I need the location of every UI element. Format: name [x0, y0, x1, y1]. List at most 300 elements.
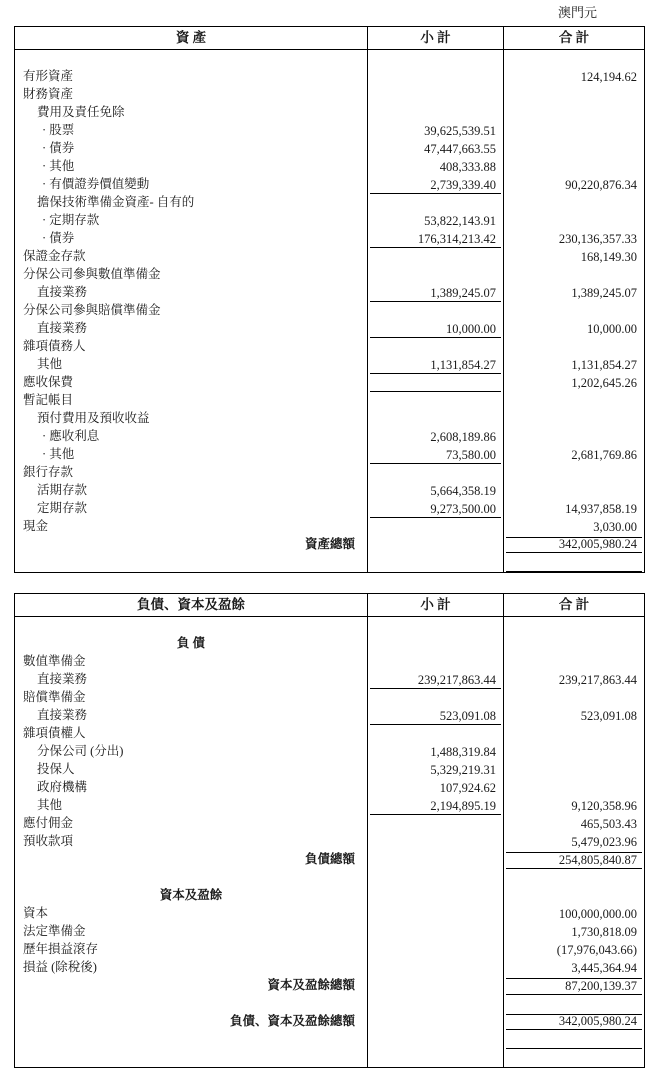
subtotal-cell [367, 869, 504, 887]
table-row [15, 266, 644, 284]
table-row [15, 464, 644, 482]
table-row [15, 194, 644, 212]
subtotal-cell [367, 446, 504, 464]
total-cell [504, 761, 644, 779]
total-value: 14,937,858.19 [565, 502, 637, 516]
subtotal-value [370, 465, 501, 482]
total-cell [504, 941, 644, 959]
row-label: 資本及盈餘總額 [267, 978, 355, 992]
total-value [506, 267, 642, 284]
row-label: 分保公司參與數值準備金 [23, 267, 161, 281]
subtotal-value [370, 393, 501, 410]
total-value: 3,445,364.94 [571, 961, 637, 975]
row-label: 費用及責任免除 [37, 105, 125, 119]
total-cell [504, 707, 644, 725]
row-label: 直接業務 [37, 321, 88, 335]
table-row [15, 797, 644, 815]
assets-table [14, 26, 645, 573]
total-cell [504, 536, 644, 554]
subtotal-value: 1,131,854.27 [370, 357, 501, 374]
subtotal-value [370, 411, 501, 428]
total-value [506, 393, 642, 410]
table-row [15, 833, 644, 851]
row-label: 保證金存款 [23, 249, 86, 263]
total-value [506, 690, 642, 707]
subtotal-value: 107,924.62 [439, 781, 496, 795]
liabilities-header-row [15, 594, 644, 617]
subtotal-value [370, 249, 501, 266]
total-cell [504, 410, 644, 428]
total-cell [504, 1049, 644, 1067]
table-row [15, 320, 644, 338]
subtotal-cell [367, 689, 504, 707]
row-label: · 有價證券價值變動 [42, 177, 150, 191]
subtotal-cell [367, 833, 504, 851]
subtotal-cell [367, 653, 504, 671]
subtotal-cell [367, 248, 504, 266]
table-row [15, 851, 644, 869]
row-label: 負債、資本及盈餘總額 [229, 1014, 355, 1028]
table-row [15, 86, 644, 104]
subtotal-value: 2,739,339.40 [370, 177, 501, 194]
subtotal-value [370, 51, 501, 68]
table-row [15, 428, 644, 446]
row-label: 定期存款 [37, 501, 88, 515]
total-cell [504, 671, 644, 689]
subtotal-value: 39,625,539.51 [424, 124, 496, 138]
table-row [15, 761, 644, 779]
total-cell [504, 50, 644, 68]
total-cell [504, 284, 644, 302]
subtotal-value [370, 690, 501, 707]
subtotal-cell [367, 959, 504, 977]
row-label: · 應收利息 [42, 429, 100, 443]
subtotal-cell [367, 50, 504, 68]
subtotal-cell [367, 104, 504, 122]
total-cell [504, 68, 644, 86]
table-row [15, 941, 644, 959]
total-value [506, 888, 642, 905]
total-value: 523,091.08 [580, 709, 637, 723]
total-value [506, 195, 642, 212]
total-value: 3,030.00 [593, 520, 637, 534]
row-label [15, 617, 367, 635]
table-row [15, 302, 644, 320]
total-cell [504, 230, 644, 248]
row-label: 直接業務 [37, 285, 88, 299]
row-label: 其他 [37, 798, 63, 812]
total-value [506, 339, 642, 356]
table-row [15, 518, 644, 536]
subtotal-value [370, 978, 501, 995]
table-row [15, 887, 644, 905]
total-value: 230,136,357.33 [558, 232, 637, 246]
row-label: 預收款項 [23, 834, 74, 848]
subtotal-value [370, 1032, 501, 1049]
total-value [506, 636, 642, 653]
subtotal-value [370, 1014, 501, 1031]
total-value [506, 303, 642, 320]
total-value: 465,503.43 [580, 817, 637, 831]
row-label: 負 債 [176, 636, 206, 650]
total-cell [504, 374, 644, 392]
row-label [15, 995, 367, 1013]
subtotal-cell [367, 1049, 504, 1067]
total-value [506, 744, 642, 761]
subtotal-value [370, 618, 501, 635]
subtotal-value: 73,580.00 [370, 447, 501, 464]
total-cell [504, 743, 644, 761]
column-header-assets: 資 產 [175, 30, 207, 45]
total-value [506, 483, 642, 500]
column-header-total: 合 計 [558, 597, 590, 612]
row-label: · 股票 [42, 123, 75, 137]
total-value [506, 870, 642, 887]
table-row [15, 140, 644, 158]
subtotal-cell [367, 725, 504, 743]
subtotal-value [370, 636, 501, 653]
row-label: 財務資產 [23, 87, 74, 101]
row-label: 擔保技術準備金資產- 自有的 [37, 195, 195, 209]
total-cell [504, 86, 644, 104]
total-cell [504, 887, 644, 905]
subtotal-cell [367, 464, 504, 482]
total-value [506, 726, 642, 743]
total-value [506, 51, 642, 68]
subtotal-value: 10,000.00 [370, 321, 501, 338]
total-value: 342,005,980.24 [506, 537, 642, 554]
total-value: 2,681,769.86 [571, 448, 637, 462]
total-cell [504, 194, 644, 212]
total-value: (17,976,043.66) [556, 943, 637, 957]
total-cell [504, 905, 644, 923]
total-value [506, 123, 642, 140]
row-label: 雜項債務人 [23, 339, 86, 353]
table-row [15, 392, 644, 410]
total-cell [504, 554, 644, 572]
table-row [15, 338, 644, 356]
table-row [15, 689, 644, 707]
subtotal-value [370, 942, 501, 959]
total-cell [504, 689, 644, 707]
total-value: 342,005,980.24 [506, 1014, 642, 1031]
table-row [15, 779, 644, 797]
table-row [15, 707, 644, 725]
subtotal-value: 53,822,143.91 [424, 214, 496, 228]
row-label [15, 50, 367, 68]
spacer-row [15, 1031, 644, 1049]
subtotal-value [370, 870, 501, 887]
row-label: 活期存款 [37, 483, 88, 497]
subtotal-cell [367, 176, 504, 194]
table-row [15, 653, 644, 671]
subtotal-value [370, 924, 501, 941]
row-label: 銀行存款 [23, 465, 74, 479]
subtotal-value: 239,217,863.44 [370, 672, 501, 689]
subtotal-cell [367, 410, 504, 428]
table-row [15, 374, 644, 392]
table-row [15, 158, 644, 176]
subtotal-value: 176,314,213.42 [370, 231, 501, 248]
row-label: 法定準備金 [23, 924, 86, 938]
total-cell [504, 635, 644, 653]
total-value: 168,149.30 [580, 250, 637, 264]
total-value [506, 996, 642, 1013]
subtotal-cell [367, 212, 504, 230]
total-cell [504, 995, 644, 1013]
total-cell [504, 248, 644, 266]
total-value [506, 159, 642, 176]
row-label: 數值準備金 [23, 654, 86, 668]
row-label: 政府機構 [37, 780, 88, 794]
total-cell [504, 446, 644, 464]
total-cell [504, 851, 644, 869]
total-value [506, 213, 642, 230]
row-label: 資產總額 [304, 537, 355, 551]
subtotal-value: 5,664,358.19 [430, 484, 496, 498]
total-value: 90,220,876.34 [565, 178, 637, 192]
column-header-liabilities: 負債、資本及盈餘 [137, 597, 245, 612]
subtotal-value [370, 996, 501, 1013]
total-cell [504, 356, 644, 374]
subtotal-cell [367, 797, 504, 815]
total-cell [504, 500, 644, 518]
total-value: 124,194.62 [580, 70, 637, 84]
total-cell [504, 869, 644, 887]
table-row [15, 743, 644, 761]
total-value [506, 618, 642, 635]
total-cell [504, 482, 644, 500]
total-cell [504, 464, 644, 482]
total-value [506, 429, 642, 446]
row-label: 歷年損益滾存 [23, 942, 99, 956]
subtotal-value: 408,333.88 [439, 160, 496, 174]
subtotal-cell [367, 284, 504, 302]
total-value [506, 105, 642, 122]
total-cell [504, 428, 644, 446]
subtotal-cell [367, 158, 504, 176]
table-row [15, 230, 644, 248]
subtotal-value: 523,091.08 [370, 708, 501, 725]
row-label: 應收保費 [23, 375, 74, 389]
subtotal-value [370, 339, 501, 356]
table-row [15, 671, 644, 689]
total-value [506, 780, 642, 797]
subtotal-value: 1,488,319.84 [430, 745, 496, 759]
subtotal-value [370, 834, 501, 851]
total-cell [504, 122, 644, 140]
total-cell [504, 653, 644, 671]
spacer-row [15, 50, 644, 68]
table-row [15, 977, 644, 995]
total-cell [504, 1031, 644, 1049]
total-cell [504, 266, 644, 284]
total-value: 1,389,245.07 [571, 286, 637, 300]
spacer-row [15, 995, 644, 1013]
subtotal-cell [367, 779, 504, 797]
row-label: 其他 [37, 357, 63, 371]
row-label: 現金 [23, 519, 49, 533]
total-value [506, 1050, 642, 1067]
total-value: 1,131,854.27 [571, 358, 637, 372]
total-value [506, 762, 642, 779]
subtotal-value: 1,389,245.07 [370, 285, 501, 302]
total-cell [504, 779, 644, 797]
total-value: 10,000.00 [587, 322, 637, 336]
subtotal-value [370, 519, 501, 536]
subtotal-cell [367, 518, 504, 536]
subtotal-cell [367, 707, 504, 725]
total-cell [504, 140, 644, 158]
total-value [506, 87, 642, 104]
subtotal-cell [367, 887, 504, 905]
total-value [506, 555, 642, 572]
subtotal-cell [367, 905, 504, 923]
row-label: · 其他 [42, 447, 75, 461]
row-label: · 債券 [42, 141, 75, 155]
row-label: 損益 (除稅後) [23, 960, 97, 974]
table-row [15, 905, 644, 923]
subtotal-cell [367, 761, 504, 779]
subtotal-value [370, 375, 501, 392]
row-label: 有形資產 [23, 69, 74, 83]
subtotal-cell [367, 140, 504, 158]
row-label: · 定期存款 [42, 213, 100, 227]
spacer-row [15, 554, 644, 572]
subtotal-cell [367, 995, 504, 1013]
table-row [15, 104, 644, 122]
subtotal-cell [367, 536, 504, 554]
table-row [15, 725, 644, 743]
spacer-row [15, 617, 644, 635]
total-value: 1,202,645.26 [571, 376, 637, 390]
subtotal-value [370, 852, 501, 869]
subtotal-value [370, 195, 501, 212]
row-label: 負債總額 [304, 852, 355, 866]
subtotal-cell [367, 374, 504, 392]
table-row [15, 356, 644, 374]
subtotal-cell [367, 68, 504, 86]
column-header-subtotal: 小 計 [367, 594, 504, 616]
row-label: 直接業務 [37, 708, 88, 722]
row-label: 賠償準備金 [23, 690, 86, 704]
subtotal-cell [367, 1031, 504, 1049]
subtotal-value [370, 888, 501, 905]
column-header-subtotal: 小 計 [367, 27, 504, 49]
subtotal-cell [367, 302, 504, 320]
total-value [506, 654, 642, 671]
subtotal-value [370, 726, 501, 743]
total-value: 5,479,023.96 [571, 835, 637, 849]
total-cell [504, 212, 644, 230]
total-cell [504, 725, 644, 743]
column-header-total: 合 計 [558, 30, 590, 45]
subtotal-value [370, 267, 501, 284]
table-row [15, 635, 644, 653]
subtotal-cell [367, 392, 504, 410]
table-row [15, 122, 644, 140]
row-label: · 其他 [42, 159, 75, 173]
total-value [506, 141, 642, 158]
subtotal-value [370, 537, 501, 554]
subtotal-cell [367, 743, 504, 761]
liabilities-table-body [15, 617, 644, 1067]
subtotal-cell [367, 671, 504, 689]
subtotal-value: 5,329,219.31 [430, 763, 496, 777]
total-cell [504, 302, 644, 320]
table-row [15, 248, 644, 266]
subtotal-cell [367, 941, 504, 959]
table-row [15, 536, 644, 554]
subtotal-cell [367, 635, 504, 653]
total-cell [504, 338, 644, 356]
table-row [15, 500, 644, 518]
spacer-row [15, 1049, 644, 1067]
total-cell [504, 977, 644, 995]
total-cell [504, 320, 644, 338]
subtotal-cell [367, 923, 504, 941]
subtotal-value [370, 69, 501, 86]
row-label [15, 1049, 367, 1067]
total-cell [504, 617, 644, 635]
table-row [15, 410, 644, 428]
table-row [15, 923, 644, 941]
total-cell [504, 1013, 644, 1031]
subtotal-value: 9,273,500.00 [370, 501, 501, 518]
subtotal-value: 2,608,189.86 [430, 430, 496, 444]
subtotal-cell [367, 617, 504, 635]
total-cell [504, 797, 644, 815]
table-row [15, 482, 644, 500]
row-label [15, 1031, 367, 1049]
table-row [15, 815, 644, 833]
total-value: 239,217,863.44 [558, 673, 637, 687]
row-label [15, 869, 367, 887]
assets-table-body [15, 50, 644, 572]
subtotal-value: 47,447,663.55 [424, 142, 496, 156]
row-label: 預付費用及預收收益 [37, 411, 150, 425]
table-row [15, 1013, 644, 1031]
total-cell [504, 518, 644, 536]
subtotal-cell [367, 356, 504, 374]
subtotal-cell [367, 1013, 504, 1031]
subtotal-cell [367, 320, 504, 338]
table-row [15, 212, 644, 230]
total-cell [504, 959, 644, 977]
subtotal-cell [367, 86, 504, 104]
subtotal-value [370, 303, 501, 320]
table-row [15, 284, 644, 302]
subtotal-value [370, 960, 501, 977]
row-label: 應付佣金 [23, 816, 74, 830]
row-label: 資本 [23, 906, 49, 920]
subtotal-value [370, 816, 501, 833]
currency-label: 澳門元 [557, 5, 597, 20]
subtotal-value [370, 906, 501, 923]
total-cell [504, 815, 644, 833]
subtotal-cell [367, 815, 504, 833]
subtotal-cell [367, 482, 504, 500]
total-value: 100,000,000.00 [558, 907, 637, 921]
subtotal-cell [367, 977, 504, 995]
row-label: 直接業務 [37, 672, 88, 686]
total-cell [504, 176, 644, 194]
subtotal-value [370, 1050, 501, 1067]
subtotal-cell [367, 554, 504, 572]
subtotal-cell [367, 338, 504, 356]
total-value: 1,730,818.09 [571, 925, 637, 939]
total-value: 254,805,840.87 [506, 852, 642, 869]
